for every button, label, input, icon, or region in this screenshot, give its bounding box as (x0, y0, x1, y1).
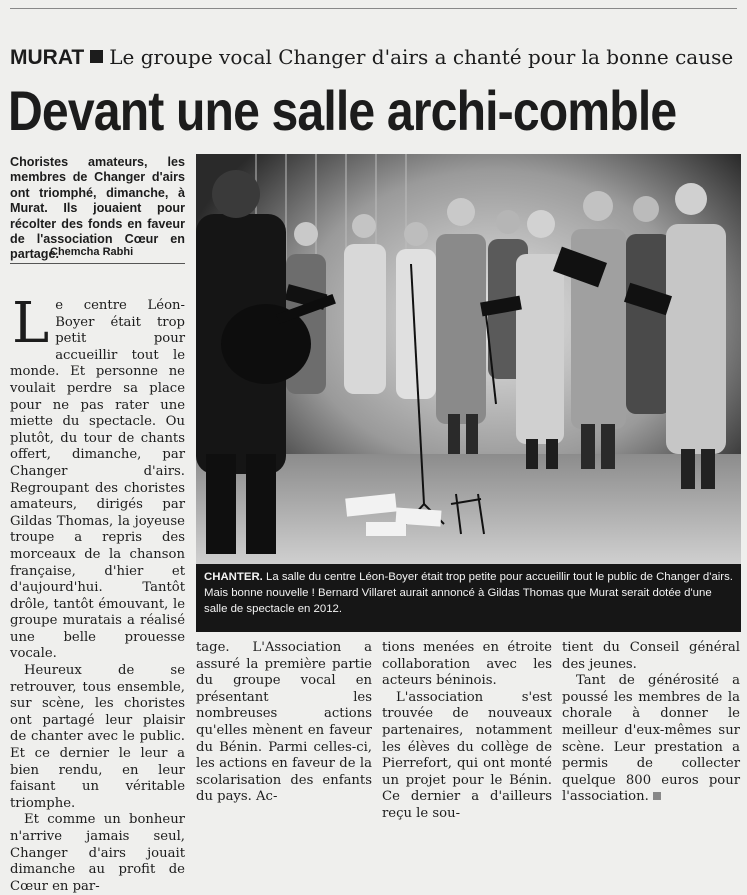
kicker-subtitle: Le groupe vocal Changer d'airs a chanté pour la bonne cause (109, 45, 734, 69)
headline: Devant une salle archi-comble (8, 79, 677, 142)
article-column-2 (196, 640, 372, 806)
photo-caption (196, 564, 741, 632)
drop-cap: L (12, 291, 50, 356)
kicker (10, 44, 733, 71)
paragraph: tage. L'Association a assuré la première partie du groupe vocal en présentant les nombreuses actions qu'elles mènent en faveur du Bénin. Parmi celles-ci, les actions en faveur de la scolarisation des enfants du pays. Ac- (196, 640, 372, 805)
paragraph: Heureux de se retrouver, tous ensemble, sur scène, les choristes ont partagé leur plaisir de chanter avec le public. Et ce dernier le leur a bien rendu, en leur faisant un véritable triomphe. (10, 663, 185, 811)
caption-lead: CHANTER. (204, 571, 263, 583)
byline: Chemcha Rabhi (50, 246, 134, 258)
article-column-1 (10, 291, 185, 895)
article-column-3 (382, 640, 552, 823)
byline-divider (10, 263, 185, 264)
paragraph: L'association s'est trouvée de nouveaux partenaires, notamment les élèves du collège de Pierrefort, qui ont monté un projet pour le Bénin. Ce dernier a d'ailleurs reçu le sou- (382, 689, 552, 821)
kicker-place: MURAT (10, 46, 85, 69)
choir-photo-illustration (196, 154, 741, 564)
caption-text: La salle du centre Léon-Boyer était trop petite pour accueillir tout le public de Changer d'airs. Mais bonne nouvelle ! Bernard Villaret aurait annoncé à Gildas Thomas que Murat serait dotée d'une salle de spectacle en 2012. (204, 571, 733, 615)
paragraph: tient du Conseil général des jeunes. (562, 640, 740, 672)
choir-photo (196, 154, 741, 564)
lead-paragraph: Choristes amateurs, les membres de Changer d'airs ont triomphé, dimanche, à Murat. Ils jouaient pour récolter des fonds en faveur de l'association Cœur en partage. (10, 155, 185, 262)
top-rule (10, 8, 737, 9)
paragraph-text: Tant de générosité a poussé les membres de la chorale à donner le meilleur d'eux-mêmes sur scène. Leur prestation a permis de collecter quelque 800 euros pour l'association. (562, 673, 740, 805)
paragraph (562, 673, 740, 806)
paragraph (10, 291, 185, 663)
paragraph: tions menées en étroite collaboration avec les acteurs béninois. (382, 640, 552, 689)
article-column-4 (562, 640, 740, 806)
paragraph: Et comme un bonheur n'arrive jamais seul, Changer d'airs jouait dimanche au profit de Cœur en par- (10, 812, 185, 894)
end-mark-icon (653, 792, 661, 800)
square-bullet-icon (90, 50, 103, 63)
paragraph-text: e centre Léon-Boyer était trop petit pour accueillir tout le monde. Et personne ne voulait perdre sa place pour ne pas rater une miette du spectacle. Ou plutôt, du tour de chants offert, dimanche, par Changer d'airs. Regroupant des choristes amateurs, dirigés par Gildas Thomas, la joyeuse troupe a repris des morceaux de la chanson française, d'hier et d'aujourd'hui. Tantôt drôle, tantôt émouvant, le groupe muratais a réalisé une belle prouesse vocale. (10, 298, 185, 662)
